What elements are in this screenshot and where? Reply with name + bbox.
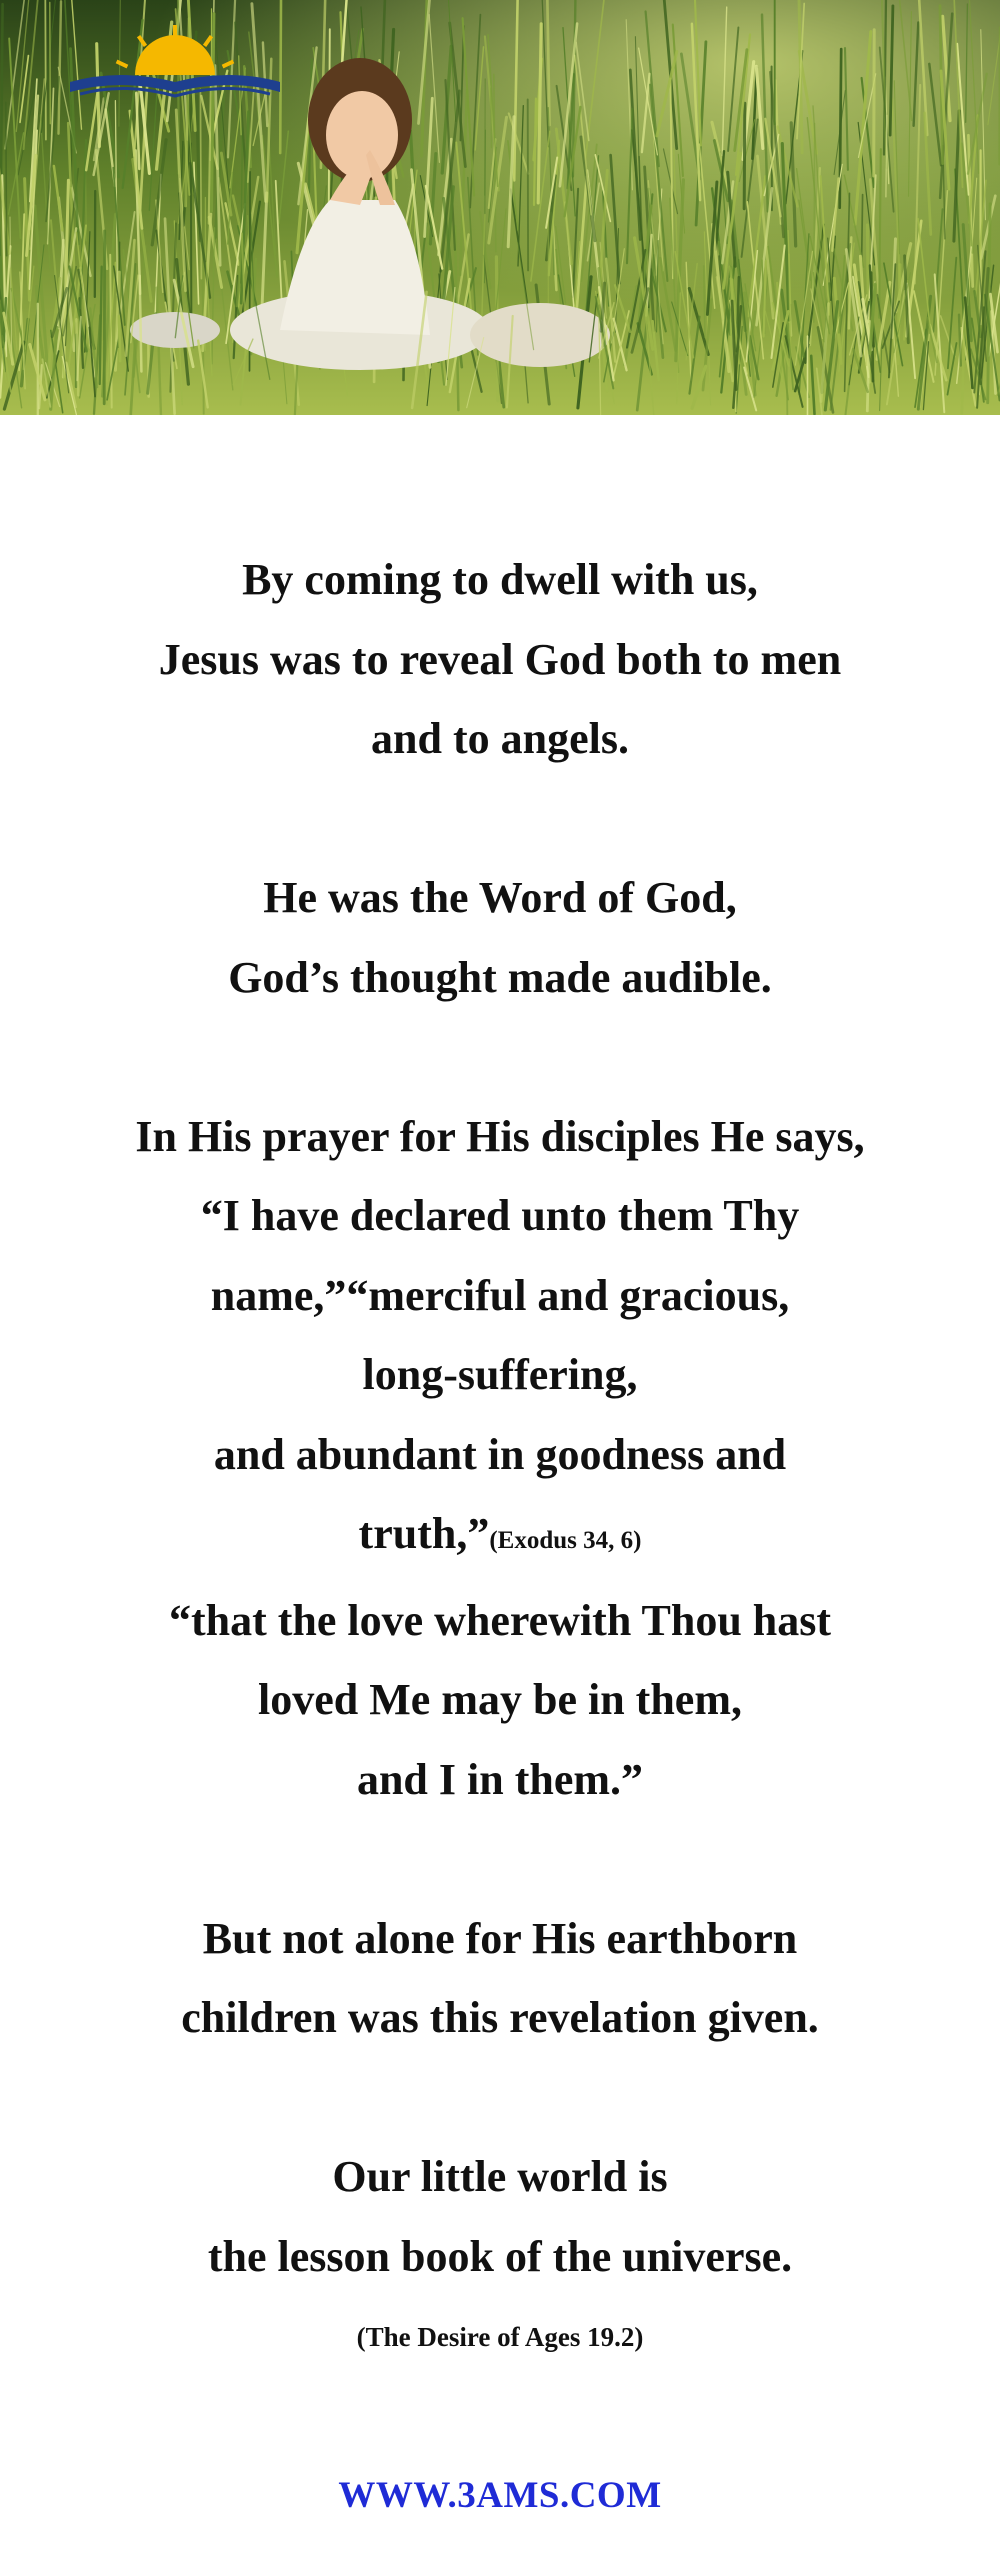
quote-line: loved Me may be in them, bbox=[258, 1675, 742, 1724]
quote-line: truth,” bbox=[358, 1509, 490, 1558]
quote-line: Our little world is bbox=[332, 2152, 668, 2201]
quote-line: “that the love wherewith Thou hast bbox=[168, 1595, 832, 1645]
quote-line-with-reference bbox=[0, 1494, 1000, 1581]
quote-line: He was the Word of God, bbox=[263, 873, 737, 922]
book-sunrise-logo bbox=[60, 20, 290, 110]
quote-line: “I have declared unto them Thy bbox=[200, 1191, 800, 1240]
website-link[interactable]: WWW.3AMS.COM bbox=[338, 2475, 662, 2516]
quote-line: and I in them.” bbox=[356, 1754, 644, 1804]
quote-line: the lesson book of the universe. bbox=[207, 2231, 793, 2281]
quote-line: long-suffering, bbox=[362, 1350, 638, 1399]
quote-line: children was this revelation given. bbox=[181, 1993, 819, 2042]
quote-line: and to angels. bbox=[371, 714, 629, 763]
quote-line: But not alone for His earthborn bbox=[202, 1913, 798, 1963]
source-citation: (The Desire of Ages 19.2) bbox=[356, 2322, 644, 2352]
quote-line: In His prayer for His disciples He says, bbox=[135, 1111, 865, 1161]
scripture-reference: (Exodus 34, 6) bbox=[489, 1527, 642, 1554]
quote-text bbox=[0, 540, 1000, 2296]
quote-line: By coming to dwell with us, bbox=[242, 555, 758, 604]
quote-line: and abundant in goodness and bbox=[213, 1429, 787, 1479]
quote-line: name,”“merciful and gracious, bbox=[210, 1270, 790, 1320]
quote-line: God’s thought made audible. bbox=[228, 952, 772, 1002]
quote-line: Jesus was to reveal God both to men bbox=[158, 634, 842, 684]
hero-image bbox=[0, 0, 1000, 415]
